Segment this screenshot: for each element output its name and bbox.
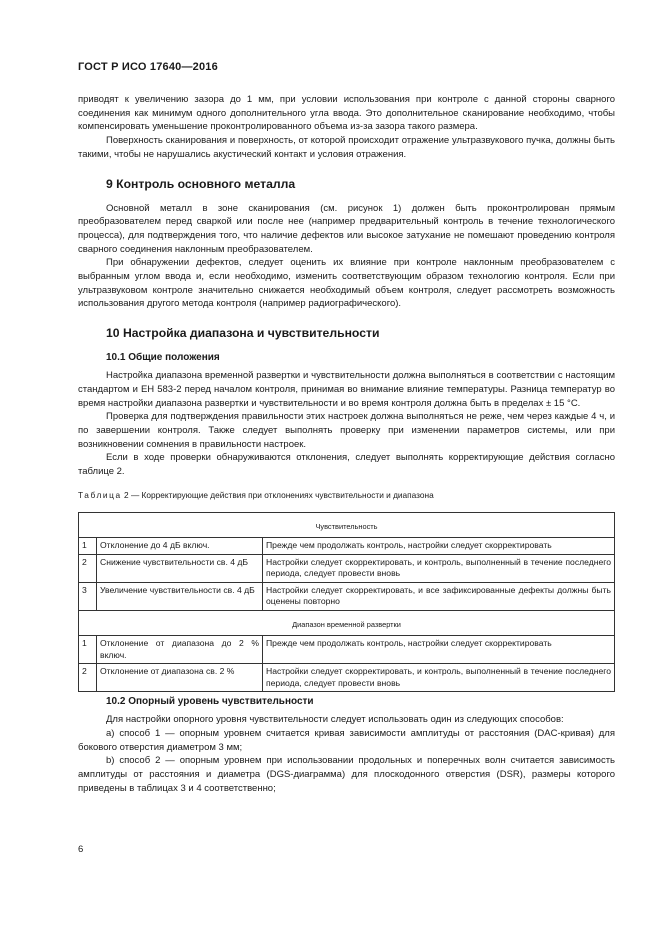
row-number: 2 [79,664,97,692]
deviation-cell: Отклонение до 4 дБ включ. [97,538,263,555]
paragraph: Основной металл в зоне сканирования (см. рисунок 1) должен быть проконтролирован прямым преобразователем перед сваркой или после нее (например предварительный контроль в течение технологического процесса), для подтверждения того, что наличие дефектов или высокое затухание не помешают проведению контроля сварного соединения наклонным преобразователем. [78,202,615,255]
table-caption [78,490,615,501]
paragraph: При обнаружении дефектов, следует оценить их влияние при контроле наклонным преобразователем с выбранным углом ввода и, если необходимо, изменить соответствующим образом технологию контроля. Если при ультразвуковом контроле значительно снижается необходимый объем контроля, следует рассмотреть возможность использования другого метода контроля (например радиографического). [78,257,615,310]
deviation-cell: Снижение чувствительности св. 4 дБ [97,554,263,582]
document-header: ГОСТ Р ИСО 17640—2016 [78,61,218,73]
paragraph: Поверхность сканирования и поверхность, от которой происходит отражение ультразвукового пучка, должны быть такими, чтобы не нарушались акустический контакт и условия отражения. [78,135,615,160]
table-section-title: Диапазон временной развертки [79,610,615,636]
paragraph: Если в ходе проверки обнаруживаются отклонения, следует выполнять корректирующие действия согласно таблице 2. [78,452,615,478]
section-10-heading: 10 Настройка диапазона и чувствительности [106,326,380,341]
action-cell: Настройки следует скорректировать, и контроль, выполненный в течение последнего периода, следует провести вновь [263,664,615,692]
page-number: 6 [78,844,84,855]
row-number: 3 [79,582,97,610]
list-item: b) способ 2 — опорным уровнем при использовании продольных и поперечных волн считается зависимость амплитуды от расстояния и диаметра (DGS-диаграмма) для плоскодонного отверстия (DSR), размеры которого приведены в таблицах 3 и 4 соответственно; [78,755,615,794]
page-content [78,93,615,795]
action-cell: Настройки следует скорректировать, и контроль, выполненный в течение последнего периода, следует провести вновь [263,554,615,582]
table-section-row [79,512,615,538]
row-number: 2 [79,554,97,582]
table-row [79,664,615,692]
subsection-10-2-heading: 10.2 Опорный уровень чувствительности [106,696,314,708]
action-cell: Прежде чем продолжать контроль, настройки следует скорректировать [263,636,615,664]
row-number: 1 [79,538,97,555]
paragraph: приводят к увеличению зазора до 1 мм, при условии использования при контроле с данной стороны сварного соединения как минимум одного дополнительного угла ввода. Это дополнительное сканирование необходимо, чтобы компенсировать уменьшение проконтролированного объема из-за зазора такого размера. [78,94,615,133]
table-section-title: Чувствительность [79,512,615,538]
table-caption-text: 2 — Корректирующие действия при отклонениях чувствительности и диапазона [121,489,434,500]
table-caption-label: Таблица [78,489,122,500]
table-row [79,582,615,610]
table-section-row [79,610,615,636]
section-9-heading: 9 Контроль основного металла [106,176,296,191]
paragraph: Проверка для подтверждения правильности этих настроек должна выполняться не реже, чем через каждые 4 ч, и по завершении контроля. Также следует выполнять проверку при изменении параметров системы, или при возникновении сомнения в правильности настроек. [78,411,615,450]
table-row [79,554,615,582]
action-cell: Настройки следует скорректировать, и все зафиксированные дефекты должны быть оценены повторно [263,582,615,610]
deviation-cell: Отклонение от диапазона св. 2 % [97,664,263,692]
paragraph: Настройка диапазона временной развертки и чувствительности должна выполняться в соответствии с настоящим стандартом и ЕН 583-2 перед началом контроля, принимая во внимание влияние температуры. Разница температур во время настройки диапазона развертки и чувствительности и во время контроля должна быть в пределах ± 15 °С. [78,370,615,409]
deviation-cell: Увеличение чувствительности св. 4 дБ [97,582,263,610]
corrective-actions-table [78,512,615,693]
table-row [79,538,615,555]
list-item: а) способ 1 — опорным уровнем считается кривая зависимости амплитуды от расстояния (DAC-кривая) для бокового отверстия диаметром 3 мм; [78,727,615,753]
row-number: 1 [79,636,97,664]
paragraph: Для настройки опорного уровня чувствительности следует использовать один из следующих способов: [106,714,564,726]
deviation-cell: Отклонение от диапазона до 2 % включ. [97,636,263,664]
action-cell: Прежде чем продолжать контроль, настройки следует скорректировать [263,538,615,555]
subsection-10-1-heading: 10.1 Общие положения [106,352,220,364]
table-row [79,636,615,664]
